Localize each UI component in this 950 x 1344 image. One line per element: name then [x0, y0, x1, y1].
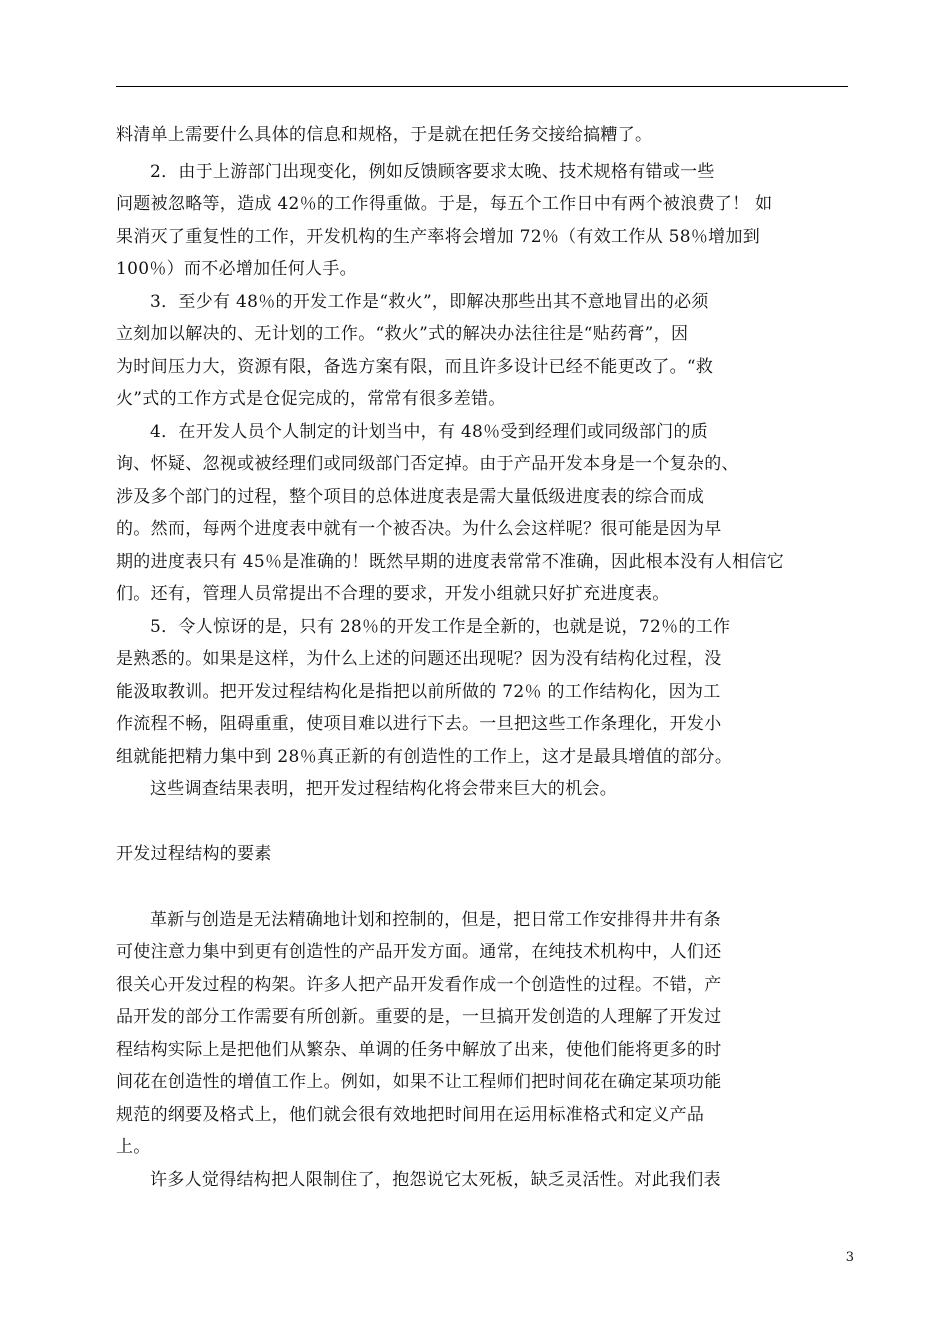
text-line: 可使注意力集中到更有创造性的产品开发方面。通常，在纯技术机构中，人们还 [116, 942, 722, 962]
text-line: 为时间压力大，资源有限，备选方案有限，而且许多设计已经不能更改了。“救 [116, 357, 714, 377]
text-line: 们。还有，管理人员常提出不合理的要求，开发小组就只好扩充进度表。 [116, 584, 670, 604]
section-heading: 开发过程结构的要素 [116, 844, 272, 864]
text-line: 程结构实际上是把他们从繁杂、单调的任务中解放了出来，使他们能将更多的时 [116, 1040, 722, 1060]
text-line: 火”式的工作方式是仓促完成的，常常有很多差错。 [116, 389, 506, 409]
text-line: 许多人觉得结构把人限制住了，抱怨说它太死板，缺乏灵活性。对此我们表 [150, 1170, 721, 1190]
text-line: 很关心开发过程的构架。许多人把产品开发看作成一个创造性的过程。不错，产 [116, 975, 722, 995]
text-line: 规范的纲要及格式上，他们就会很有效地把时间用在运用标准格式和定义产品 [116, 1105, 705, 1125]
text-line: 能汲取教训。把开发过程结构化是指把以前所做的 72％ 的工作结构化，因为工 [116, 682, 721, 702]
text-line: 问题被忽略等，造成 42％的工作得重做。于是，每五个工作日中有两个被浪费了！ 如 [116, 194, 773, 214]
header-rule [116, 86, 848, 87]
text-line: 这些调查结果表明，把开发过程结构化将会带来巨大的机会。 [150, 779, 618, 799]
text-line: 果消灭了重复性的工作，开发机构的生产率将会增加 72％（有效工作从 58％增加到 [116, 227, 761, 247]
text-line: 4．在开发人员个人制定的计划当中，有 48％受到经理们或同级部门的质 [150, 422, 709, 442]
text-line: 询、怀疑、忽视或被经理们或同级部门否定掉。由于产品开发本身是一个复杂的、 [116, 454, 739, 474]
text-line: 涉及多个部门的过程，整个项目的总体进度表是需大量低级进度表的综合而成 [116, 487, 705, 507]
text-line: 上。 [116, 1137, 151, 1157]
text-line: 料清单上需要什么具体的信息和规格，于是就在把任务交接给搞糟了。 [116, 125, 653, 145]
text-line: 是熟悉的。如果是这样，为什么上述的问题还出现呢？因为没有结构化过程，没 [116, 649, 722, 669]
text-line: 5．令人惊讶的是，只有 28％的开发工作是全新的，也就是说，72％的工作 [150, 617, 731, 637]
text-line: 期的进度表只有 45％是准确的！既然早期的进度表常常不准确，因此根本没有人相信它 [116, 552, 785, 572]
text-line: 革新与创造是无法精确地计划和控制的，但是，把日常工作安排得井井有条 [150, 910, 721, 930]
text-line: 间花在创造性的增值工作上。例如，如果不让工程师们把时间花在确定某项功能 [116, 1072, 722, 1092]
text-line: 的。然而，每两个进度表中就有一个被否决。为什么会这样呢？很可能是因为早 [116, 519, 722, 539]
text-line: 3．至少有 48％的开发工作是“救火”，即解决那些出其不意地冒出的必须 [150, 292, 709, 312]
text-line: 品开发的部分工作需要有所创新。重要的是，一旦搞开发创造的人理解了开发过 [116, 1007, 722, 1027]
text-line: 100％）而不必增加任何人手。 [116, 259, 357, 279]
text-line: 立刻加以解决的、无计划的工作。“救火”式的解决办法往往是“贴药膏”，因 [116, 324, 689, 344]
text-line: 2．由于上游部门出现变化，例如反馈顾客要求太晚、技术规格有错或一些 [150, 162, 715, 182]
text-line: 作流程不畅，阻碍重重，使项目难以进行下去。一旦把这些工作条理化，开发小 [116, 714, 722, 734]
text-line: 组就能把精力集中到 28％真正新的有创造性的工作上，这才是最具增值的部分。 [116, 747, 733, 767]
page-number: 3 [845, 1250, 854, 1265]
